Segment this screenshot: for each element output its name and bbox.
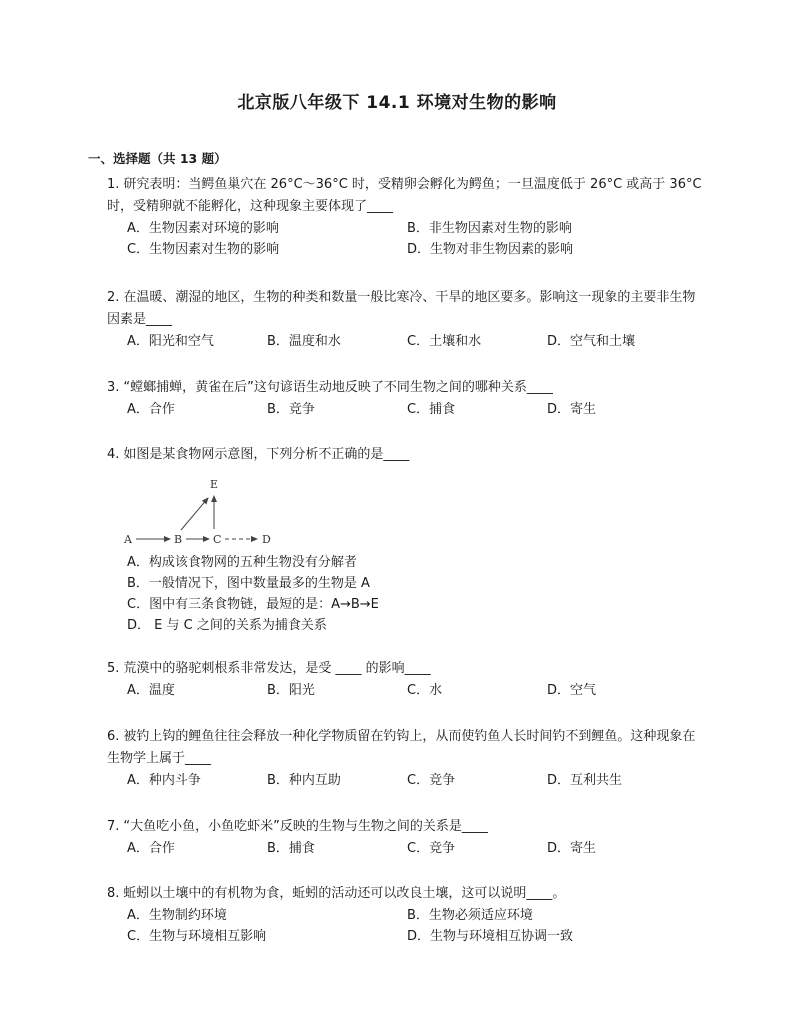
option-d[interactable]: D．寄生 [547,402,597,417]
question-number: 6. [107,729,120,744]
question-stem: 被钓上钩的鲤鱼往往会释放一种化学物质留在钓钩上，从而使钓鱼人长时间钓不到鲤鱼。这种现象在生物学上属于____ [107,729,696,766]
option-c[interactable]: C．捕食 [407,402,456,417]
question-number: 1. [107,177,120,192]
option-c[interactable]: C．土壤和水 [407,334,482,349]
question-4 [107,444,707,636]
question-7 [107,816,707,859]
option-c[interactable]: C．竞争 [407,841,456,856]
option-c[interactable]: C．生物因素对生物的影响 [127,242,280,257]
section-heading: 一、选择题（共 13 题） [88,151,227,166]
option-b[interactable]: B．阳光 [267,683,315,698]
option-a[interactable]: A．合作 [127,841,175,856]
option-d[interactable]: D． E 与 C 之间的关系为捕食关系 [127,618,327,633]
option-a[interactable]: A．阳光和空气 [127,334,214,349]
option-d[interactable]: D．生物对非生物因素的影响 [407,242,574,257]
question-number: 2. [107,290,120,305]
option-b[interactable]: B．竞争 [267,402,315,417]
question-stem: “大鱼吃小鱼，小鱼吃虾米”反映的生物与生物之间的关系是____ [123,819,488,834]
option-d[interactable]: D．生物与环境相互协调一致 [407,929,574,944]
question-8 [107,883,707,947]
question-stem: 研究表明：当鳄鱼巢穴在 26°C～36°C 时，受精卵会孵化为鳄鱼；一旦温度低于 26°C 或高于 36°C 时，受精卵就不能孵化，这种现象主要体现了____ [107,177,702,214]
option-d[interactable]: D．空气 [547,683,597,698]
question-number: 5. [107,661,120,676]
food-web-diagram [121,476,291,546]
option-c[interactable]: C．生物与环境相互影响 [127,929,267,944]
option-d[interactable]: D．寄生 [547,841,597,856]
node-e-label: E [210,478,219,491]
option-b[interactable]: B．生物必须适应环境 [407,908,533,923]
option-b[interactable]: B．非生物因素对生物的影响 [407,221,572,236]
question-6 [107,726,707,791]
question-stem: 蚯蚓以土壤中的有机物为食，蚯蚓的活动还可以改良土壤，这可以说明____。 [123,886,566,901]
option-a[interactable]: A．温度 [127,683,175,698]
question-stem: 荒漠中的骆驼刺根系非常发达，是受 ____ 的影响____ [123,661,431,676]
option-d[interactable]: D．空气和土壤 [547,334,636,349]
question-stem: “螳螂捕蝉，黄雀在后”这句谚语生动地反映了不同生物之间的哪种关系____ [123,380,553,395]
option-b[interactable]: B．一般情况下，图中数量最多的生物是 A [127,576,370,591]
option-a[interactable]: A．生物因素对环境的影响 [127,221,279,236]
option-a[interactable]: A．合作 [127,402,175,417]
option-a[interactable]: A．种内斗争 [127,773,201,788]
option-b[interactable]: B．捕食 [267,841,315,856]
node-d-label: D [262,533,271,546]
page-title: 北京版八年级下 14.1 环境对生物的影响 [237,93,557,113]
option-a[interactable]: A．生物制约环境 [127,908,227,923]
question-2 [107,287,707,352]
node-c-label: C [213,533,222,546]
option-c[interactable]: C．水 [407,683,443,698]
question-number: 3. [107,380,120,395]
option-d[interactable]: D．互利共生 [547,773,623,788]
question-number: 7. [107,819,120,834]
option-b[interactable]: B．种内互助 [267,773,341,788]
option-b[interactable]: B．温度和水 [267,334,341,349]
question-3 [107,377,707,420]
question-stem: 在温暖、潮湿的地区，生物的种类和数量一般比寒冷、干旱的地区要多。影响这一现象的主要非生物因素是____ [107,290,696,327]
question-5 [107,658,707,701]
question-number: 4. [107,447,120,462]
arrow-b-e [181,498,208,530]
question-number: 8. [107,886,120,901]
option-a[interactable]: A．构成该食物网的五种生物没有分解者 [127,555,357,570]
option-c[interactable]: C．竞争 [407,773,456,788]
node-b-label: B [174,533,183,546]
question-stem: 如图是某食物网示意图，下列分析不正确的是____ [123,447,410,462]
question-1 [107,174,707,260]
node-a-label: A [124,533,132,546]
option-c[interactable]: C．图中有三条食物链，最短的是：A→B→E [127,597,379,612]
